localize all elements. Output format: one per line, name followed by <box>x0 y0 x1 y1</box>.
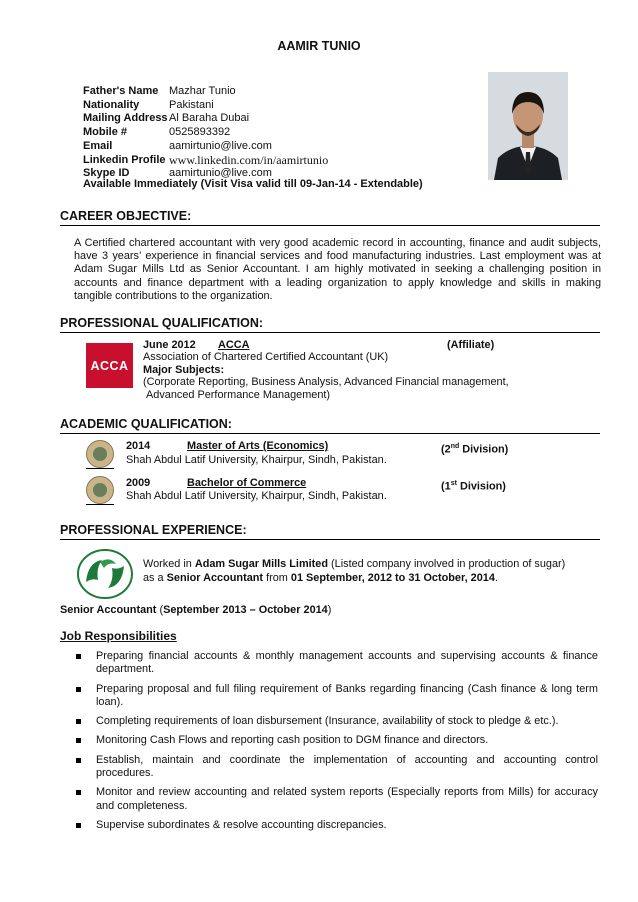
university-seal-icon <box>86 476 114 504</box>
info-value: 0525893392 <box>169 126 231 139</box>
info-label: Father's Name <box>83 85 159 97</box>
position-line: Senior Accountant (September 2013 – October 2014) <box>60 604 332 616</box>
degree-division: (1st Division) <box>441 480 506 493</box>
info-label: Email <box>83 139 113 152</box>
list-item: Supervise subordinates & resolve accounting discrepancies. <box>76 819 598 832</box>
list-item: Preparing proposal and full filing requirement of Banks regarding financing (Cash finance & long term loan). <box>76 683 598 710</box>
list-item: Preparing financial accounts & monthly management accounts and supervising accounts & finance department. <box>76 650 598 677</box>
degree-title: Master of Arts (Economics) <box>187 440 329 452</box>
personal-info <box>83 85 328 181</box>
info-row-mobile <box>83 126 328 140</box>
company-logo-icon <box>76 548 134 600</box>
info-label: Mobile # <box>83 126 128 139</box>
info-label: Linkedin Profile <box>83 153 166 166</box>
info-value: Mazhar Tunio <box>169 85 236 97</box>
list-item: Establish, maintain and coordinate the implementation of accounting and accounting control procedures. <box>76 754 598 781</box>
company-name: Adam Sugar Mills Limited <box>194 558 328 570</box>
info-value: aamirtunio@live.com <box>169 167 272 180</box>
professional-qualification-heading: PROFESSIONAL QUALIFICATION: <box>60 316 600 333</box>
info-row-email <box>83 140 328 154</box>
degree-division: (2nd Division) <box>441 443 509 456</box>
degree-year: 2009 <box>126 477 151 489</box>
major-subjects-line: (Corporate Reporting, Business Analysis, Advanced Financial management, <box>143 376 509 388</box>
academic-qualification-heading: ACADEMIC QUALIFICATION: <box>60 417 600 434</box>
degree-title: Bachelor of Commerce <box>187 477 307 489</box>
list-item: Completing requirements of loan disbursement (Insurance, availability of stock to pledge & etc.). <box>76 715 598 728</box>
acca-date: June 2012 <box>143 339 196 351</box>
position-title: Senior Accountant <box>60 604 157 616</box>
list-item: Monitoring Cash Flows and reporting cash position to DGM finance and directors. <box>76 734 598 747</box>
profile-photo <box>488 72 568 180</box>
info-row-address <box>83 112 328 126</box>
degree-institution: Shah Abdul Latif University, Khairpur, Sindh, Pakistan. <box>126 454 387 466</box>
degree-institution: Shah Abdul Latif University, Khairpur, Sindh, Pakistan. <box>126 490 387 502</box>
major-subjects-label: Major Subjects: <box>143 364 225 376</box>
acca-title: ACCA <box>218 339 250 351</box>
experience-summary-line1: Worked in Adam Sugar Mills Limited (Listed company involved in production of sugar) <box>143 558 566 570</box>
job-responsibilities-heading: Job Responsibilities <box>60 629 177 643</box>
divider <box>86 504 114 505</box>
role-name: Senior Accountant <box>166 572 264 584</box>
profile-photo-illustration <box>488 72 568 180</box>
acca-body: Association of Chartered Certified Accountant (UK) <box>143 351 389 363</box>
divider <box>86 468 114 469</box>
career-objective-text: A Certified chartered accountant with very good academic record in accounting, finance and audit subjects, have 3 years’ experience in financial services and food manufacturing industries. Last employment was at Adam Sugar Mills Ltd as Senior Accountant. I am highly motivated in seeking a challenging position in accounts and finance department with a leading organization to apply knowledge and skills in making tangible contributions to the organization. <box>74 237 601 302</box>
info-row-nationality <box>83 99 328 113</box>
info-row-linkedin <box>83 154 328 168</box>
acca-logo: ACCA <box>86 343 133 388</box>
degree-year: 2014 <box>126 440 151 452</box>
info-value: Al Baraha Dubai <box>169 112 250 125</box>
position-period: September 2013 – October 2014 <box>163 604 328 616</box>
availability-note: Available Immediately (Visit Visa valid till 09-Jan-14 - Extendable) <box>83 178 423 190</box>
list-item: Monitor and review accounting and related system reports (Especially reports from Mills) for accuracy and completeness. <box>76 786 598 813</box>
major-subjects-line: Advanced Performance Management) <box>146 389 331 401</box>
info-label: Mailing Address <box>83 112 168 125</box>
info-value: Pakistani <box>169 98 214 111</box>
company-logo-graphic <box>76 548 134 600</box>
linkedin-link[interactable]: www.linkedin.com/in/aamirtunio <box>169 152 329 167</box>
experience-summary-line2: as a Senior Accountant from 01 September, 2012 to 31 October, 2014. <box>143 572 498 584</box>
professional-experience-heading: PROFESSIONAL EXPERIENCE: <box>60 523 600 540</box>
applicant-name: AAMIR TUNIO <box>277 39 361 53</box>
info-row-father <box>83 85 328 99</box>
career-objective-heading: CAREER OBJECTIVE: <box>60 209 600 226</box>
info-label: Skype ID <box>83 167 130 180</box>
employment-period: 01 September, 2012 to 31 October, 2014 <box>290 572 495 584</box>
responsibilities-list <box>76 650 598 838</box>
university-seal-icon <box>86 440 114 468</box>
email-link[interactable]: aamirtunio@live.com <box>169 139 272 152</box>
acca-status: (Affiliate) <box>447 339 495 351</box>
info-label: Nationality <box>83 98 140 111</box>
